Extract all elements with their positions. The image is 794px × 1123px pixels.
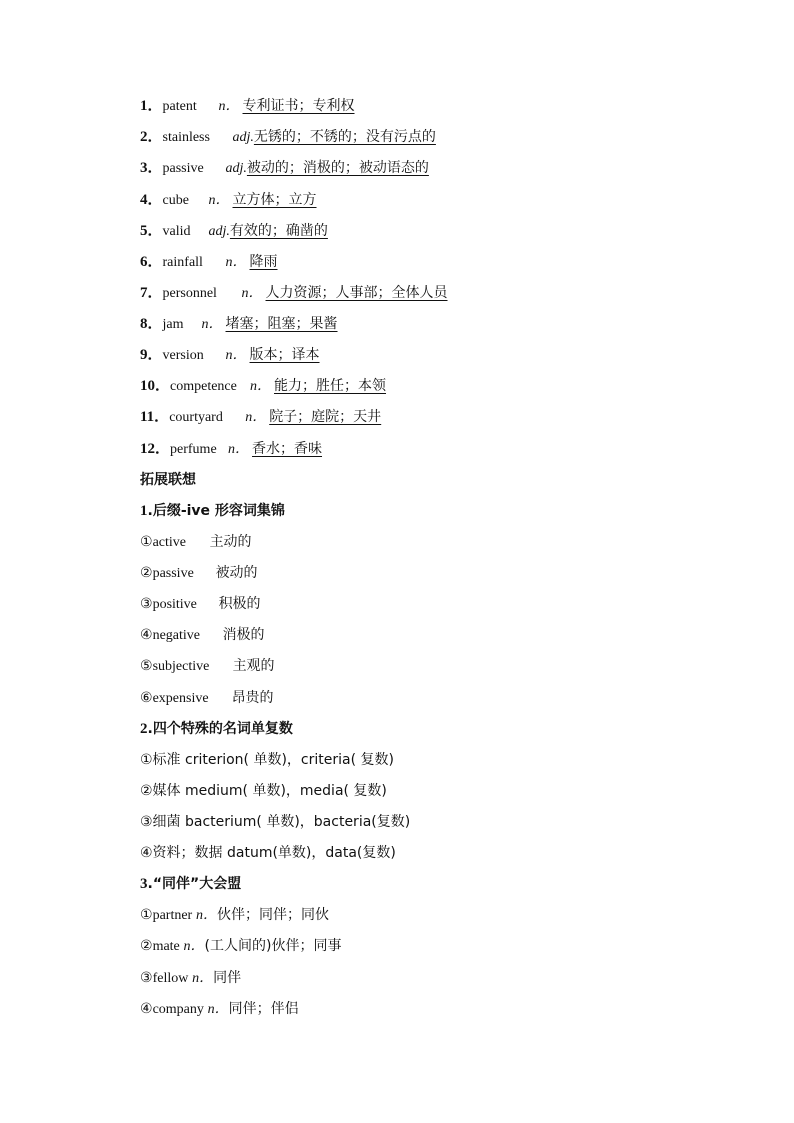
list-item: [140, 624, 265, 646]
section-title: .后缀-ive 形容词集锦: [147, 503, 285, 519]
item-number: 5．: [140, 223, 163, 239]
circled-number: ①: [140, 907, 153, 923]
list-meaning: 积极的: [218, 596, 261, 612]
vocab-meaning: 版本；译本: [249, 347, 320, 363]
list-item: [140, 967, 241, 989]
vocab-meaning: 降雨: [249, 254, 278, 270]
item-number: 2．: [140, 129, 163, 145]
vocab-word: personnel: [162, 286, 217, 301]
part-of-speech: n．: [228, 442, 250, 457]
section-number: 3: [140, 876, 148, 892]
vocab-item: [140, 157, 429, 179]
part-of-speech: n．: [225, 348, 247, 363]
vocab-item: [140, 375, 386, 397]
vocab-item: [140, 344, 320, 366]
circled-number: ③: [140, 970, 153, 986]
part-of-speech: adj.: [232, 130, 254, 145]
vocab-item: [140, 95, 355, 117]
section-heading: [140, 718, 293, 740]
list-word: positive: [152, 597, 197, 612]
vocab-word: perfume: [170, 442, 217, 457]
vocab-word: courtyard: [169, 410, 223, 425]
item-number: 11．: [140, 409, 170, 425]
list-meaning: 昂贵的: [231, 690, 274, 706]
part-of-speech: adj.: [208, 224, 230, 239]
item-number: 10．: [140, 378, 171, 394]
list-word: mate: [152, 939, 180, 954]
vocab-meaning: 人力资源；人事部；全体人员: [265, 285, 448, 301]
vocab-meaning: 能力；胜任；本领: [274, 378, 387, 394]
part-of-speech: adj.: [225, 161, 247, 176]
part-of-speech: n．: [192, 971, 214, 986]
vocab-meaning: 立方体；立方: [232, 192, 317, 208]
list-meaning: 伙伴；同伴；同伙: [216, 907, 329, 923]
list-word: company: [152, 1002, 204, 1017]
list-meaning: (工人间的)伙伴；同事: [204, 938, 342, 954]
circled-number: ⑤: [140, 658, 153, 674]
vocab-word: stainless: [162, 130, 210, 145]
section-title: .“同伴”大会盟: [147, 876, 242, 892]
list-item: [140, 935, 341, 957]
vocab-item: [140, 438, 322, 460]
list-word: negative: [152, 628, 200, 643]
vocab-item: [140, 251, 278, 273]
list-item: [140, 687, 274, 709]
vocab-meaning: 被动的；消极的；被动语态的: [246, 160, 429, 176]
circled-number: ④: [140, 1001, 153, 1017]
list-word: active: [152, 535, 186, 550]
part-of-speech: n．: [241, 286, 263, 301]
vocab-item: [140, 189, 317, 211]
list-meaning: 主动的: [209, 534, 252, 550]
section-heading: [140, 873, 241, 895]
list-word: fellow: [152, 971, 189, 986]
section-heading: [140, 500, 285, 522]
list-item: [140, 655, 275, 677]
circled-number: ⑥: [140, 690, 153, 706]
part-of-speech: n．: [208, 193, 230, 208]
circled-number: ③: [140, 596, 153, 612]
item-number: 8．: [140, 316, 163, 332]
list-item: [140, 531, 252, 553]
vocab-item: [140, 126, 436, 148]
part-of-speech: n．: [225, 255, 247, 270]
vocab-word: version: [162, 348, 204, 363]
item-number: 9．: [140, 347, 163, 363]
item-number: 1．: [140, 98, 163, 114]
vocab-meaning: 有效的；确凿的: [229, 223, 328, 239]
part-of-speech: n．: [218, 99, 240, 114]
item-number: 6．: [140, 254, 163, 270]
item-number: 12．: [140, 441, 171, 457]
list-item: [140, 562, 258, 584]
list-item: [140, 904, 329, 926]
vocab-meaning: 专利证书；专利权: [242, 98, 355, 114]
part-of-speech: n．: [245, 410, 267, 425]
list-word: subjective: [152, 659, 210, 674]
vocab-word: jam: [162, 317, 184, 332]
list-meaning: 消极的: [222, 627, 265, 643]
vocab-item: [140, 282, 448, 304]
circled-number: ①: [140, 534, 153, 550]
item-number: 4．: [140, 192, 163, 208]
vocab-word: passive: [162, 161, 204, 176]
circled-number: ②: [140, 565, 153, 581]
part-of-speech: n．: [201, 317, 223, 332]
part-of-speech: n．: [250, 379, 272, 394]
list-word: partner: [152, 908, 193, 923]
list-word: passive: [152, 566, 194, 581]
list-meaning: 主观的: [232, 658, 275, 674]
list-item: ③细菌 bacterium( 单数)，bacteria(复数): [140, 814, 411, 830]
vocab-item: [140, 406, 381, 428]
vocab-item: [140, 220, 328, 242]
vocab-word: competence: [170, 379, 237, 394]
list-meaning: 同伴: [213, 970, 242, 986]
section-title: .四个特殊的名词单复数: [147, 721, 293, 737]
vocab-meaning: 院子；庭院；天井: [269, 409, 382, 425]
section-number: 2: [140, 721, 148, 737]
vocab-meaning: 香水；香味: [252, 441, 323, 457]
part-of-speech: n．: [207, 1002, 229, 1017]
list-word: expensive: [152, 691, 209, 706]
item-number: 7．: [140, 285, 163, 301]
vocab-word: patent: [162, 99, 197, 114]
list-item: ④资料；数据 datum(单数)，data(复数): [140, 845, 396, 861]
extension-title: 拓展联想: [140, 472, 196, 488]
circled-number: ②: [140, 938, 153, 954]
part-of-speech: n．: [195, 908, 217, 923]
vocab-word: valid: [162, 224, 191, 239]
section-number: 1: [140, 503, 148, 519]
list-item: [140, 593, 261, 615]
list-meaning: 同伴；伴侣: [228, 1001, 299, 1017]
list-item: ①标准 criterion( 单数)，criteria( 复数): [140, 752, 394, 768]
vocab-meaning: 无锈的；不锈的；没有污点的: [253, 129, 436, 145]
list-item: [140, 998, 299, 1020]
part-of-speech: n．: [183, 939, 205, 954]
list-meaning: 被动的: [215, 565, 258, 581]
vocab-word: cube: [162, 193, 189, 208]
vocab-word: rainfall: [162, 255, 203, 270]
item-number: 3．: [140, 160, 163, 176]
vocab-item: [140, 313, 338, 335]
circled-number: ④: [140, 627, 153, 643]
list-item: ②媒体 medium( 单数)，media( 复数): [140, 783, 387, 799]
vocab-meaning: 堵塞；阻塞；果酱: [225, 316, 338, 332]
